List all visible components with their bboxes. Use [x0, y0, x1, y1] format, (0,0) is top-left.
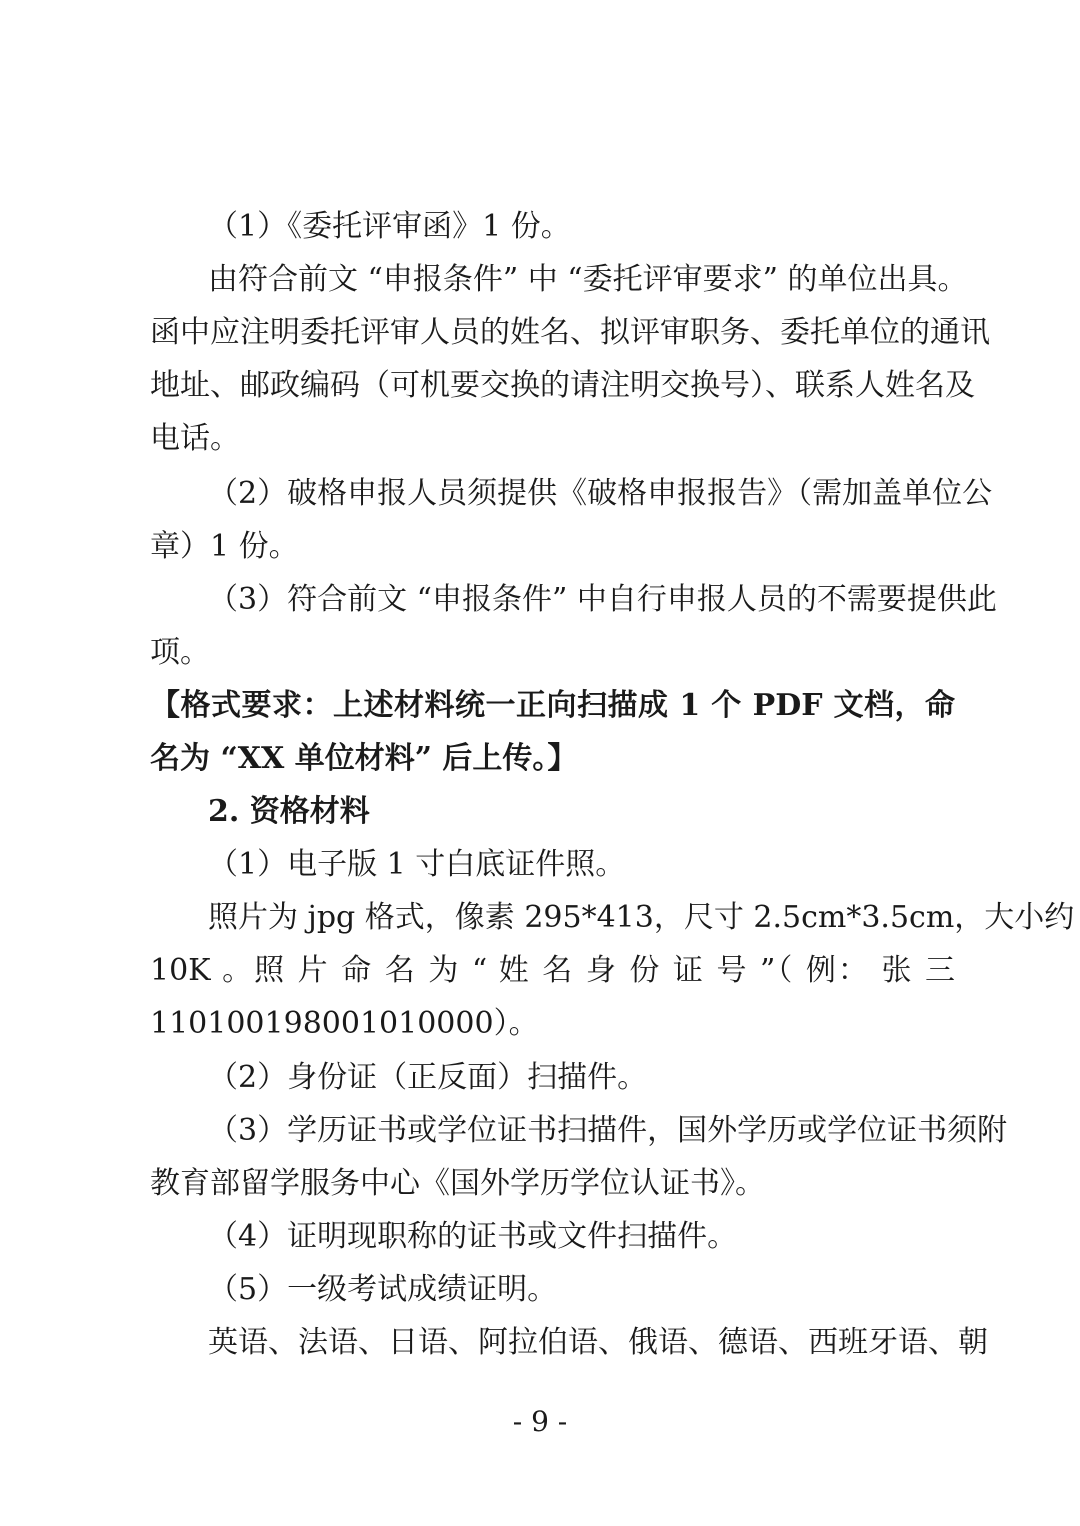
paragraph-line: 教育部留学服务中心《国外学历学位认证书》。 [150, 1166, 765, 1201]
page-number: - 9 - [512, 1405, 568, 1438]
paragraph-line: （1）电子版 1 寸白底证件照。 [208, 847, 626, 882]
format-requirement-line: 名为 “XX 单位材料” 后上传。】 [150, 741, 578, 776]
paragraph-line: 章）1 份。 [150, 529, 299, 564]
section-heading: 2. 资格材料 [208, 794, 370, 829]
paragraph-line: 电话。 [150, 421, 240, 456]
paragraph-line: 地址、邮政编码（可机要交换的请注明交换号）、联系人姓名及 [150, 368, 975, 403]
paragraph-line: 函中应注明委托评审人员的姓名、拟评审职务、委托单位的通讯 [150, 315, 990, 350]
format-requirement-line: 【格式要求：上述材料统一正向扫描成 1 个 PDF 文档，命 [150, 688, 955, 723]
paragraph-line: （3）学历证书或学位证书扫描件，国外学历或学位证书须附 [208, 1113, 1008, 1148]
paragraph-line: 照片为 jpg 格式，像素 295*413，尺寸 2.5cm*3.5cm，大小约 [208, 900, 1075, 935]
paragraph-line: （1）《委托评审函》1 份。 [208, 209, 571, 244]
paragraph-line: 由符合前文 “申报条件” 中 “委托评审要求” 的单位出具。 [208, 262, 968, 297]
paragraph-line: （4）证明现职称的证书或文件扫描件。 [208, 1219, 738, 1254]
paragraph-line: （3）符合前文 “申报条件” 中自行申报人员的不需要提供此 [208, 582, 997, 617]
paragraph-line: （2）身份证（正反面）扫描件。 [208, 1060, 648, 1095]
paragraph-line: 项。 [150, 635, 210, 670]
paragraph-line: （5）一级考试成绩证明。 [208, 1272, 558, 1307]
paragraph-line: （2）破格申报人员须提供《破格申报报告》（需加盖单位公 [208, 476, 993, 511]
paragraph-line: 110100198001010000）。 [150, 1006, 539, 1041]
paragraph-line: 10K 。照 片 命 名 为 “ 姓 名 身 份 证 号 ”（ 例： 张 三 [150, 953, 955, 988]
paragraph-line: 英语、法语、日语、阿拉伯语、俄语、德语、西班牙语、朝 [208, 1325, 988, 1360]
